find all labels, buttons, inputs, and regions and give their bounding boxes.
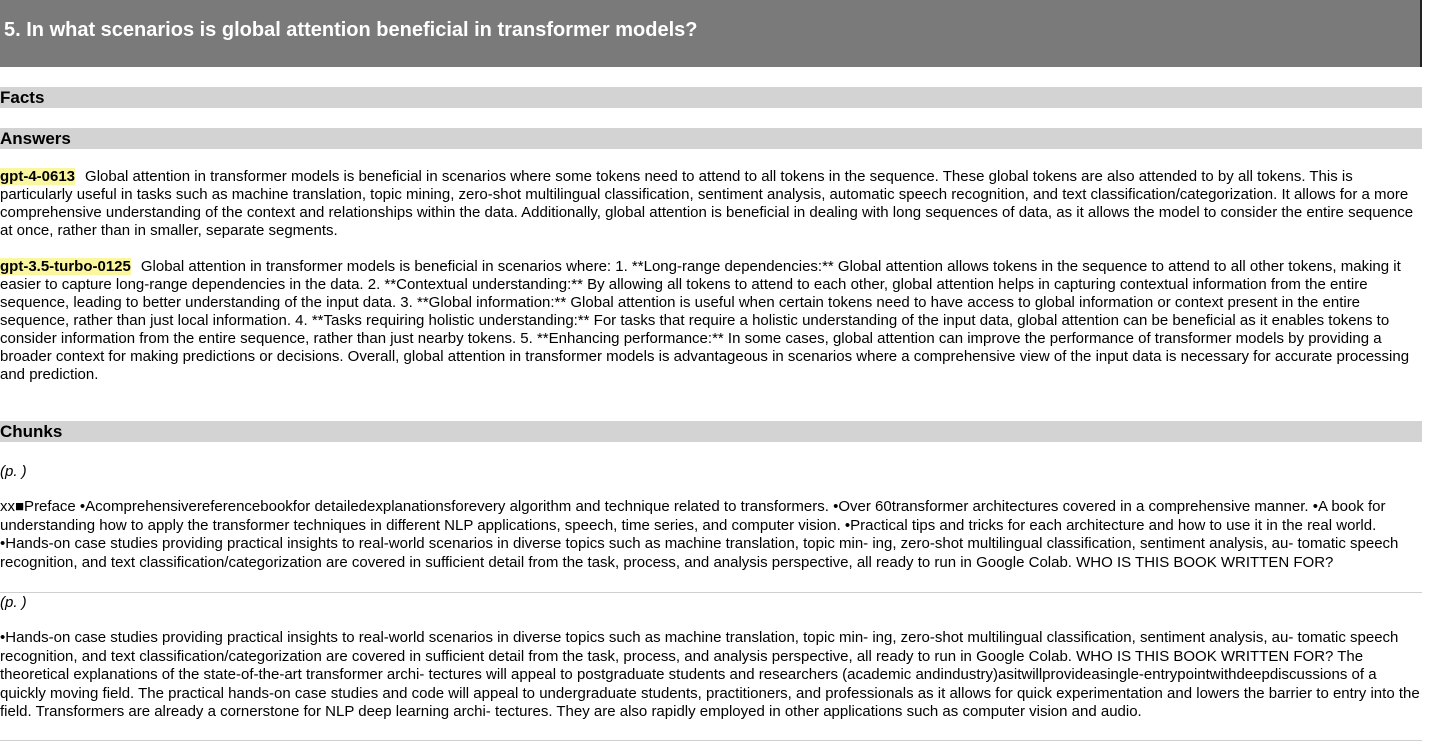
question-header: [0, 0, 1422, 67]
chunk-divider: [0, 592, 1422, 593]
answer-item: [0, 258, 1422, 384]
chunks-section-header: Chunks: [0, 421, 1422, 442]
facts-section-header: Facts: [0, 87, 1422, 108]
question-title: 5. In what scenarios is global attention beneficial in transformer models?: [4, 19, 698, 41]
answer-text: Global attention in transformer models is beneficial in scenarios where some tokens need to attend to all tokens in the sequence. These global tokens are also attended to by all tokens. This is particularly useful in tasks such as machine translation, topic mining, zero-shot multilingual classification, sentiment analysis, automatic speech recognition, and text classification/categorization. It allows for a more comprehensive understanding of the context and relationships within the data. Additionally, global attention is beneficial in dealing with long sequences of data, as it allows the model to consider the entire sequence at once, rather than in smaller, separate segments.: [0, 168, 1414, 239]
answer-text: Global attention in transformer models is beneficial in scenarios where: 1. **Long-range dependencies:** Global attention allows tokens in the sequence to attend to all other tokens, making it easier to capture long-range dependencies in the data. 2. **Contextual understanding:** By allowing all tokens to attend to each other, global attention helps in capturing contextual information from the entire sequence, leading to better understanding of the input data. 3. **Global information:** Global attention is useful when certain tokens need to have access to global information or context present in the entire sequence, rather than just local information. 4. **Tasks requiring holistic understanding:** For tasks that require a holistic understanding of the input data, global attention can be beneficial as it enables tokens to consider information from the entire sequence, rather than just nearby tokens. 5. **Enhancing performance:** In some cases, global attention can improve the performance of transformer models by providing a broader context for making predictions or decisions. Overall, global attention in transformer models is advantageous in scenarios where a comprehensive view of the input data is necessary for accurate processing and prediction.: [0, 258, 1410, 383]
chunk-page-ref: (p. ): [0, 463, 27, 480]
chunk-text: •Hands-on case studies providing practical insights to real-world scenarios in diverse topics such as machine translation, topic min- ing, zero-shot multilingual classification, sentiment analysis, au- tomatic speech recognition, and text classification/categorization are covered in sufficient detail from the task, process, and analysis perspective, all ready to run in Google Colab. WHO IS THIS BOOK WRITTEN FOR? The theoretical explanations of the state-of-the-art transformer archi- tectures will appeal to postgraduate students and researchers (academic andindustry)asitwillprovideasingle-entrypointwithdeepdiscussions of a quickly moving field. The practical hands-on case studies and code will appeal to undergraduate students, practitioners, and professionals as it allows for quick experimentation and lowers the barrier to entry into the field. Transformers are already a cornerstone for NLP deep learning archi- tectures. They are also rapidly employed in other applications such as computer vision and audio.: [0, 629, 1420, 720]
chunk-text: xx■Preface •Acomprehensivereferencebookfor detailedexplanationsforevery algorithm and technique related to transformers. •Over 60transformer architectures covered in a comprehensive manner. •A book for understanding how to apply the transformer techniques in different NLP applications, speech, time series, and computer vision. •Practical tips and tricks for each architecture and how to use it in the real world. •Hands-on case studies providing practical insights to real-world scenarios in diverse topics such as machine translation, topic min- ing, zero-shot multilingual classification, sentiment analysis, au- tomatic speech recognition, and text classification/categorization are covered in sufficient detail from the task, process, and analysis perspective, all ready to run in Google Colab. WHO IS THIS BOOK WRITTEN FOR?: [0, 498, 1399, 571]
model-badge: gpt-3.5-turbo-0125: [0, 258, 131, 275]
chunk-divider: [0, 740, 1422, 741]
model-badge: gpt-4-0613: [0, 168, 76, 185]
answers-section-header: Answers: [0, 128, 1422, 149]
answer-item: [0, 168, 1422, 240]
chunk-page-ref: (p. ): [0, 594, 27, 611]
